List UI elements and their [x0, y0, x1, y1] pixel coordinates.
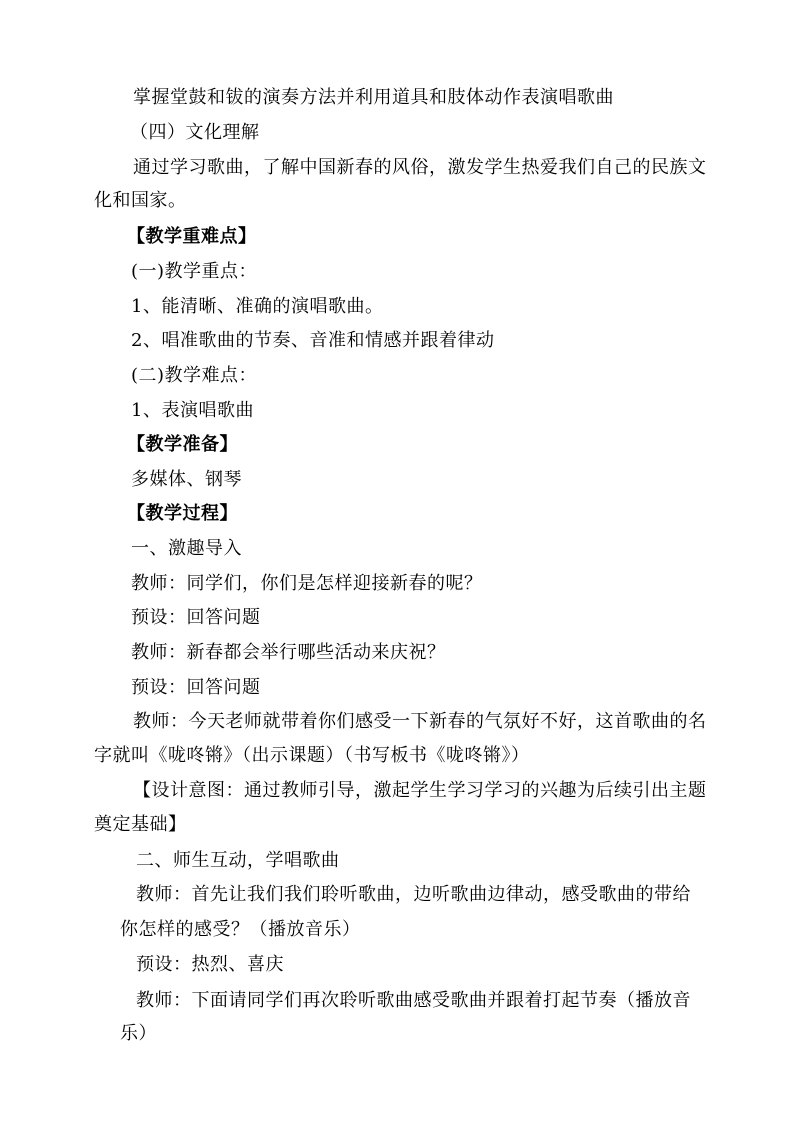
section-heading: 【教学过程】	[127, 503, 238, 524]
paragraph-line: 多媒体、钢琴	[131, 469, 242, 490]
dialogue-line: 预设：热烈、喜庆	[136, 954, 284, 975]
dialogue-line: 你怎样的感受？（播放音乐）	[120, 919, 361, 940]
list-item: 1、能清晰、准确的演唱歌曲。	[131, 296, 384, 317]
subsection-heading: 一、激趣导入	[131, 538, 242, 559]
section-heading: 【教学重难点】	[127, 226, 257, 247]
list-item: 1、表演唱歌曲	[131, 400, 254, 421]
design-intent-note: 奠定基础】	[94, 814, 187, 835]
subsection-heading: (一)教学重点：	[131, 261, 258, 282]
list-item: 2、唱准歌曲的节奏、音准和情感并跟着律动	[131, 330, 495, 351]
design-intent-note: 【设计意图：通过教师引导，激起学生学习学习的兴趣为后续引出主题	[133, 780, 707, 801]
dialogue-line: 教师：同学们，你们是怎样迎接新春的呢？	[131, 573, 483, 594]
subsection-heading: 二、师生互动，学唱歌曲	[136, 850, 340, 871]
dialogue-line: 教师：下面请同学们再次聆听歌曲感受歌曲并跟着打起节奏（播放音	[136, 990, 691, 1011]
dialogue-line: 教师：首先让我们我们聆听歌曲，边听歌曲边律动，感受歌曲的带给	[136, 884, 691, 905]
dialogue-line: 教师：新春都会举行哪些活动来庆祝？	[131, 642, 446, 663]
paragraph-line: 通过学习歌曲，了解中国新春的风俗，激发学生热爱我们自己的民族文	[133, 157, 707, 178]
dialogue-line: 预设：回答问题	[131, 677, 261, 698]
paragraph-line: 掌握堂鼓和钹的演奏方法并利用道具和肢体动作表演唱歌曲	[133, 87, 614, 108]
section-heading: 【教学准备】	[127, 434, 238, 455]
dialogue-line: 教师：今天老师就带着你们感受一下新春的气氛好不好，这首歌曲的名	[133, 711, 707, 732]
subsection-heading: (二)教学难点：	[131, 365, 258, 386]
dialogue-line: 乐）	[120, 1023, 157, 1044]
dialogue-line: 预设：回答问题	[131, 607, 261, 628]
paragraph-line: 化和国家。	[94, 190, 187, 211]
dialogue-line: 字就叫《咙咚锵》（出示课题）（书写板书《咙咚锵》）	[94, 745, 530, 766]
section-heading: （四）文化理解	[130, 122, 260, 143]
